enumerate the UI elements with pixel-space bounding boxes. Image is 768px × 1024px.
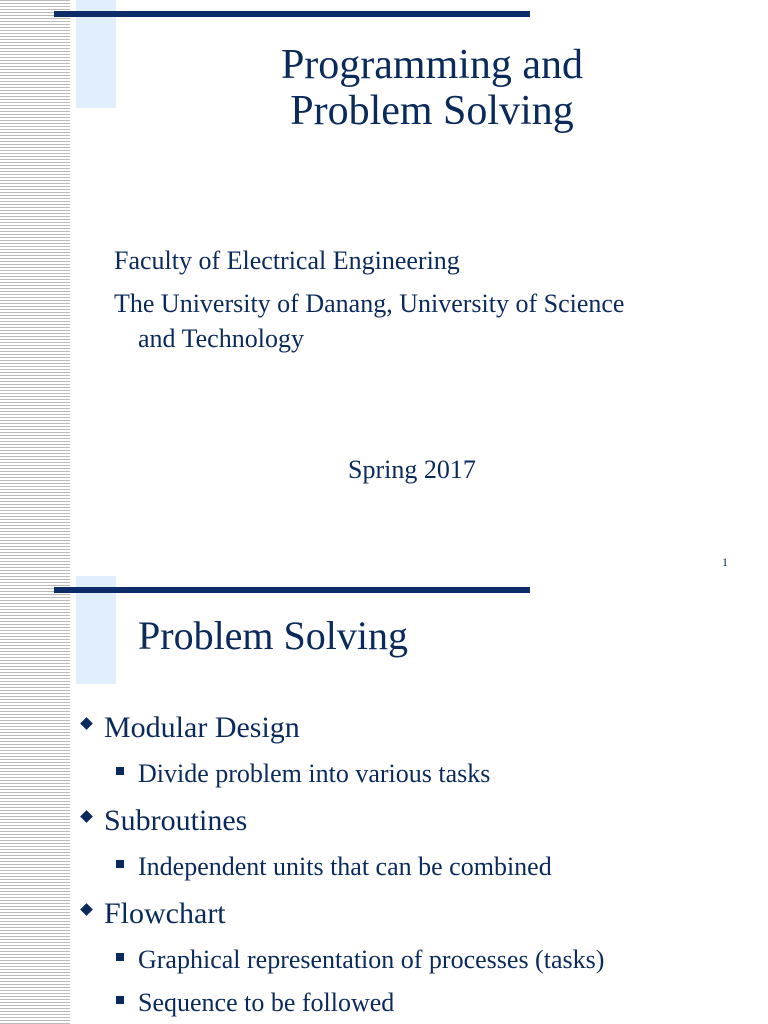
square-bullet-icon bbox=[116, 996, 124, 1004]
faculty-text: Faculty of Electrical Engineering bbox=[114, 246, 460, 275]
university-line-2: and Technology bbox=[138, 324, 304, 353]
title-line-1: Programming and bbox=[280, 42, 584, 88]
diamond-bullet-icon bbox=[80, 717, 93, 730]
diamond-bullet-icon bbox=[80, 810, 93, 823]
term-text: Spring 2017 bbox=[348, 455, 476, 484]
diamond-bullet-icon bbox=[80, 903, 93, 916]
sub-bullet-independent-units: Independent units that can be combined bbox=[138, 852, 552, 881]
university-line-1: The University of Danang, University of Science bbox=[114, 289, 625, 318]
bullet-modular-design: Modular Design bbox=[104, 711, 300, 744]
bullet-flowchart: Flowchart bbox=[104, 897, 226, 930]
striped-margin bbox=[0, 0, 70, 1024]
slide-number: 1 bbox=[722, 555, 728, 569]
sub-bullet-divide-problem: Divide problem into various tasks bbox=[138, 759, 491, 788]
slide-title bbox=[220, 42, 644, 134]
square-bullet-icon bbox=[116, 953, 124, 961]
top-rule bbox=[54, 11, 530, 17]
top-rule bbox=[54, 587, 530, 593]
sub-bullet-sequence: Sequence to be followed bbox=[138, 988, 395, 1017]
sub-bullet-graphical-representation: Graphical representation of processes (tasks) bbox=[138, 945, 605, 974]
square-bullet-icon bbox=[116, 860, 124, 868]
slide-title: Problem Solving bbox=[138, 613, 409, 658]
square-bullet-icon bbox=[116, 767, 124, 775]
bullet-subroutines: Subroutines bbox=[104, 804, 248, 837]
title-line-2: Problem Solving bbox=[290, 88, 574, 134]
